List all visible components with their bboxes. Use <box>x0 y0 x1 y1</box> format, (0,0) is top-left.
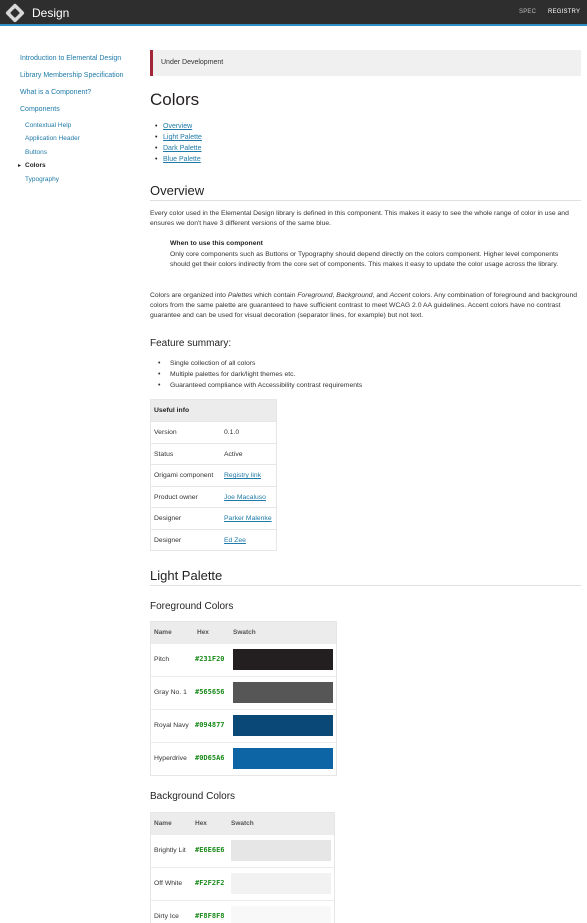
brand-title[interactable]: Design <box>32 6 70 20</box>
info-value: Active <box>224 450 243 458</box>
info-key: Status <box>154 450 174 458</box>
nav-registry-link[interactable]: REGISTRY <box>548 9 581 15</box>
sidebar-item-library-membership[interactable]: Library Membership Specification <box>20 72 124 79</box>
note-body: Only core components such as Buttons or Typography should depend directly on the colors component. Higher level components should get their colors indirectly from the core set of components. This makes it easy to update the color usage across the library. <box>170 251 559 268</box>
table-header <box>151 813 334 834</box>
table-row <box>151 464 276 486</box>
foreground-colors-heading: Foreground Colors <box>150 601 234 612</box>
column-header: Name <box>154 629 172 636</box>
table-row <box>151 529 276 551</box>
color-hex: #E6E6E6 <box>195 846 225 854</box>
column-header: Name <box>154 820 172 827</box>
sidebar-item-contextual-help[interactable]: Contextual Help <box>25 122 72 129</box>
feature-summary-heading: Feature summary: <box>150 338 232 349</box>
divider <box>150 200 581 201</box>
table-row <box>151 643 336 676</box>
status-banner-text: Under Development <box>161 59 224 66</box>
background-colors-table <box>150 812 335 923</box>
color-hex: #F8F8F8 <box>195 912 225 920</box>
sidebar-item-typography[interactable]: Typography <box>25 176 59 183</box>
bullet-icon: • <box>158 371 161 378</box>
table-row <box>151 834 334 867</box>
nav-spec-link[interactable]: SPEC <box>519 9 537 15</box>
color-swatch <box>233 748 333 769</box>
feature-item: Multiple palettes for dark/light themes etc. <box>170 371 296 378</box>
status-banner <box>150 50 581 76</box>
color-hex: #565656 <box>195 688 225 696</box>
color-hex: #231F20 <box>195 655 225 663</box>
bullet-icon: • <box>158 360 161 367</box>
color-hex: #F2F2F2 <box>195 879 225 887</box>
sidebar-item-colors[interactable]: Colors <box>25 162 46 169</box>
column-header: Swatch <box>233 629 256 636</box>
overview-intro-text: Every color used in the Elemental Design library is defined in this component. This makes it easy to see the whole range of color in use and ensures we don't have 3 different versions of the same blue. <box>150 210 569 227</box>
table-row <box>151 709 336 742</box>
table-row <box>151 742 336 775</box>
color-swatch <box>231 906 331 923</box>
column-header: Hex <box>195 820 207 827</box>
info-key: Origami component <box>154 472 214 479</box>
color-hex: #094877 <box>195 721 225 729</box>
column-header: Hex <box>197 629 209 636</box>
useful-info-heading: Useful info <box>151 400 276 421</box>
toc-link-light-palette[interactable]: Light Palette <box>163 134 202 141</box>
sidebar-item-components[interactable]: Components <box>20 106 60 113</box>
table-row <box>151 421 276 443</box>
table-row <box>151 443 276 465</box>
design-logo-icon[interactable] <box>5 3 25 23</box>
table-row <box>151 486 276 508</box>
info-value: 0.1.0 <box>224 429 240 436</box>
info-key: Designer <box>154 515 182 522</box>
sidebar-item-what-is-component[interactable]: What is a Component? <box>20 89 92 96</box>
bullet-icon: • <box>155 145 158 152</box>
bullet-icon: • <box>155 123 158 130</box>
color-swatch <box>233 649 333 670</box>
background-colors-heading: Background Colors <box>150 791 236 802</box>
product-owner-link[interactable]: Joe Macaluso <box>224 493 266 501</box>
color-name: Dirty Ice <box>154 913 179 920</box>
color-name: Off White <box>154 880 183 887</box>
section-heading-overview: Overview <box>150 183 205 198</box>
toc-link-overview[interactable]: Overview <box>163 123 193 130</box>
page-title: Colors <box>150 90 200 109</box>
color-hex: #0D65A6 <box>195 754 225 762</box>
info-key: Version <box>154 429 177 436</box>
toc-link-dark-palette[interactable]: Dark Palette <box>163 145 202 152</box>
foreground-colors-table <box>150 621 337 776</box>
note-title: When to use this component <box>170 240 263 247</box>
info-key: Designer <box>154 536 182 544</box>
designer-link[interactable]: Ed Zee <box>224 536 246 544</box>
sidebar-item-buttons[interactable]: Buttons <box>25 149 48 156</box>
table-row <box>151 900 334 923</box>
color-name: Brightly Lit <box>154 847 186 854</box>
section-heading-light-palette: Light Palette <box>150 568 223 583</box>
column-header: Swatch <box>231 820 254 827</box>
table-row <box>151 867 334 900</box>
color-name: Hyperdrive <box>154 755 187 762</box>
top-bar <box>0 0 587 26</box>
toc-link-blue-palette[interactable]: Blue Palette <box>163 156 201 163</box>
bullet-icon: • <box>155 156 158 163</box>
active-caret-icon: ▸ <box>18 163 22 169</box>
color-swatch <box>231 873 331 894</box>
color-name: Royal Navy <box>154 722 189 729</box>
divider <box>150 585 581 586</box>
table-row <box>151 507 276 529</box>
color-name: Gray No. 1 <box>154 689 187 696</box>
sidebar-item-introduction[interactable]: Introduction to Elemental Design <box>20 55 122 62</box>
table-row <box>151 676 336 709</box>
color-name: Pitch <box>154 656 170 663</box>
color-swatch <box>231 840 331 861</box>
feature-item: Guaranteed compliance with Accessibility contrast requirements <box>170 382 363 389</box>
bullet-icon: • <box>155 134 158 141</box>
useful-info-table <box>150 399 277 551</box>
table-header <box>151 622 336 643</box>
info-key: Product owner <box>154 493 198 501</box>
bullet-icon: • <box>158 382 161 389</box>
palettes-description-text: Colors are organized into Palettes which contain Foreground, Background, and Accent colors. Any combination of foreground and background colors from the same palette are guaranteed to have sufficient contrast to meet WCAG 2.0 AA guidelines. Accent colors have no contrast guarantee and can be used for visual decoration (separator lines, for example) but not text. <box>150 292 578 319</box>
registry-link[interactable]: Registry link <box>224 472 262 479</box>
designer-link[interactable]: Parker Malenke <box>224 515 272 522</box>
color-swatch <box>233 715 333 736</box>
feature-item: Single collection of all colors <box>170 360 256 367</box>
sidebar-item-application-header[interactable]: Application Header <box>25 135 80 142</box>
color-swatch <box>233 682 333 703</box>
